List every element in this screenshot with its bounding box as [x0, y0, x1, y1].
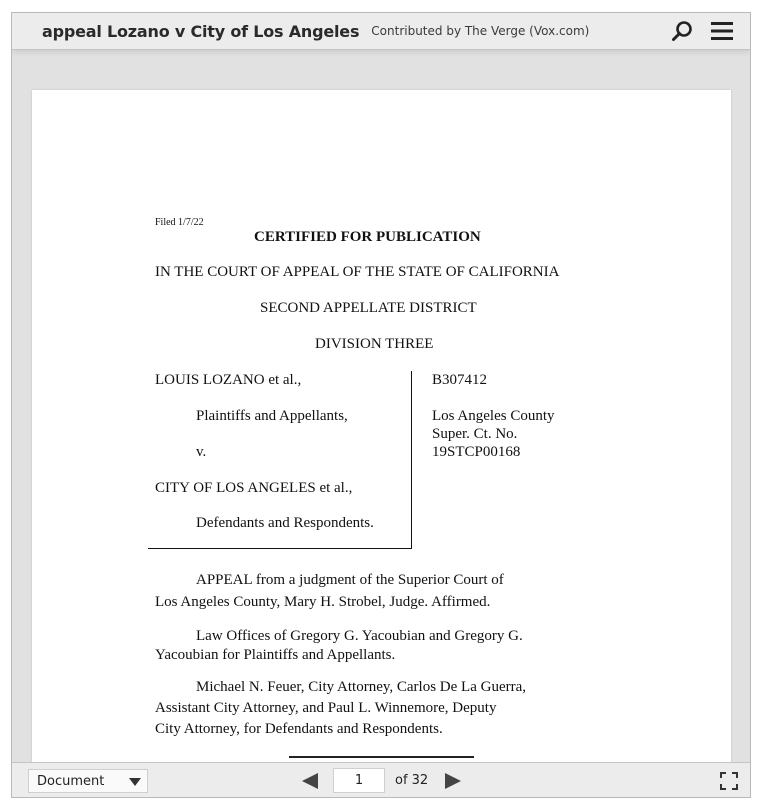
- prev-page-button[interactable]: [299, 769, 321, 793]
- plaintiff-name: LOUIS LOZANO et al.,: [155, 372, 302, 388]
- court-name: IN THE COURT OF APPEAL OF THE STATE OF CALIFORNIA: [155, 264, 560, 280]
- page-number-input[interactable]: [333, 768, 385, 793]
- view-mode-value: Document: [37, 773, 105, 789]
- next-page-icon: [444, 772, 462, 790]
- separator-rule: [289, 756, 474, 758]
- caption-divider-horizontal: [148, 548, 412, 549]
- prev-page-icon: [301, 772, 319, 790]
- menu-button[interactable]: [710, 19, 734, 43]
- document-viewer: [11, 12, 751, 798]
- next-page-button[interactable]: [442, 769, 464, 793]
- fullscreen-icon: [720, 772, 738, 790]
- viewer-footer: [12, 762, 750, 797]
- appellant-counsel-line-1: Law Offices of Gregory G. Yacoubian and Gregory G.: [196, 628, 523, 644]
- chevron-down-icon: [129, 778, 141, 786]
- appeal-paragraph-line-1: APPEAL from a judgment of the Superior Court of: [196, 572, 504, 588]
- document-title: appeal Lozano v City of Los Angeles: [42, 21, 360, 41]
- caption-divider-vertical: [411, 371, 412, 549]
- court-division: DIVISION THREE: [315, 336, 434, 352]
- lower-court-line-3: 19STCP00168: [432, 444, 521, 460]
- versus: v.: [196, 444, 207, 460]
- respondent-counsel-line-3: City Attorney, for Defendants and Respondents.: [155, 721, 443, 737]
- plaintiff-role: Plaintiffs and Appellants,: [196, 408, 348, 424]
- appellant-counsel-line-2: Yacoubian for Plaintiffs and Appellants.: [155, 647, 396, 663]
- menu-icon: [711, 21, 733, 41]
- appellate-district: SECOND APPELLATE DISTRICT: [260, 300, 477, 316]
- contributor-credit: Contributed by The Verge (Vox.com): [371, 24, 590, 38]
- fullscreen-button[interactable]: [720, 772, 738, 790]
- search-icon: [671, 20, 693, 42]
- case-number: B307412: [432, 372, 488, 388]
- lower-court-line-2: Super. Ct. No.: [432, 426, 518, 442]
- viewer-toolbar: [12, 13, 750, 50]
- respondent-counsel-line-1: Michael N. Feuer, City Attorney, Carlos De La Guerra,: [196, 679, 526, 695]
- defendant-name: CITY OF LOS ANGELES et al.,: [155, 480, 353, 496]
- search-button[interactable]: [670, 19, 694, 43]
- lower-court-line-1: Los Angeles County: [432, 408, 555, 424]
- certified-heading: CERTIFIED FOR PUBLICATION: [254, 229, 481, 245]
- document-page: [32, 90, 731, 770]
- appeal-paragraph-line-2: Los Angeles County, Mary H. Strobel, Judge. Affirmed.: [155, 594, 491, 610]
- respondent-counsel-line-2: Assistant City Attorney, and Paul L. Winnemore, Deputy: [155, 700, 497, 716]
- view-mode-select[interactable]: [28, 769, 148, 793]
- page-navigation: [299, 768, 464, 793]
- filed-date: Filed 1/7/22: [155, 217, 204, 228]
- defendant-role: Defendants and Respondents.: [196, 515, 374, 531]
- page-total: of 32: [395, 773, 429, 788]
